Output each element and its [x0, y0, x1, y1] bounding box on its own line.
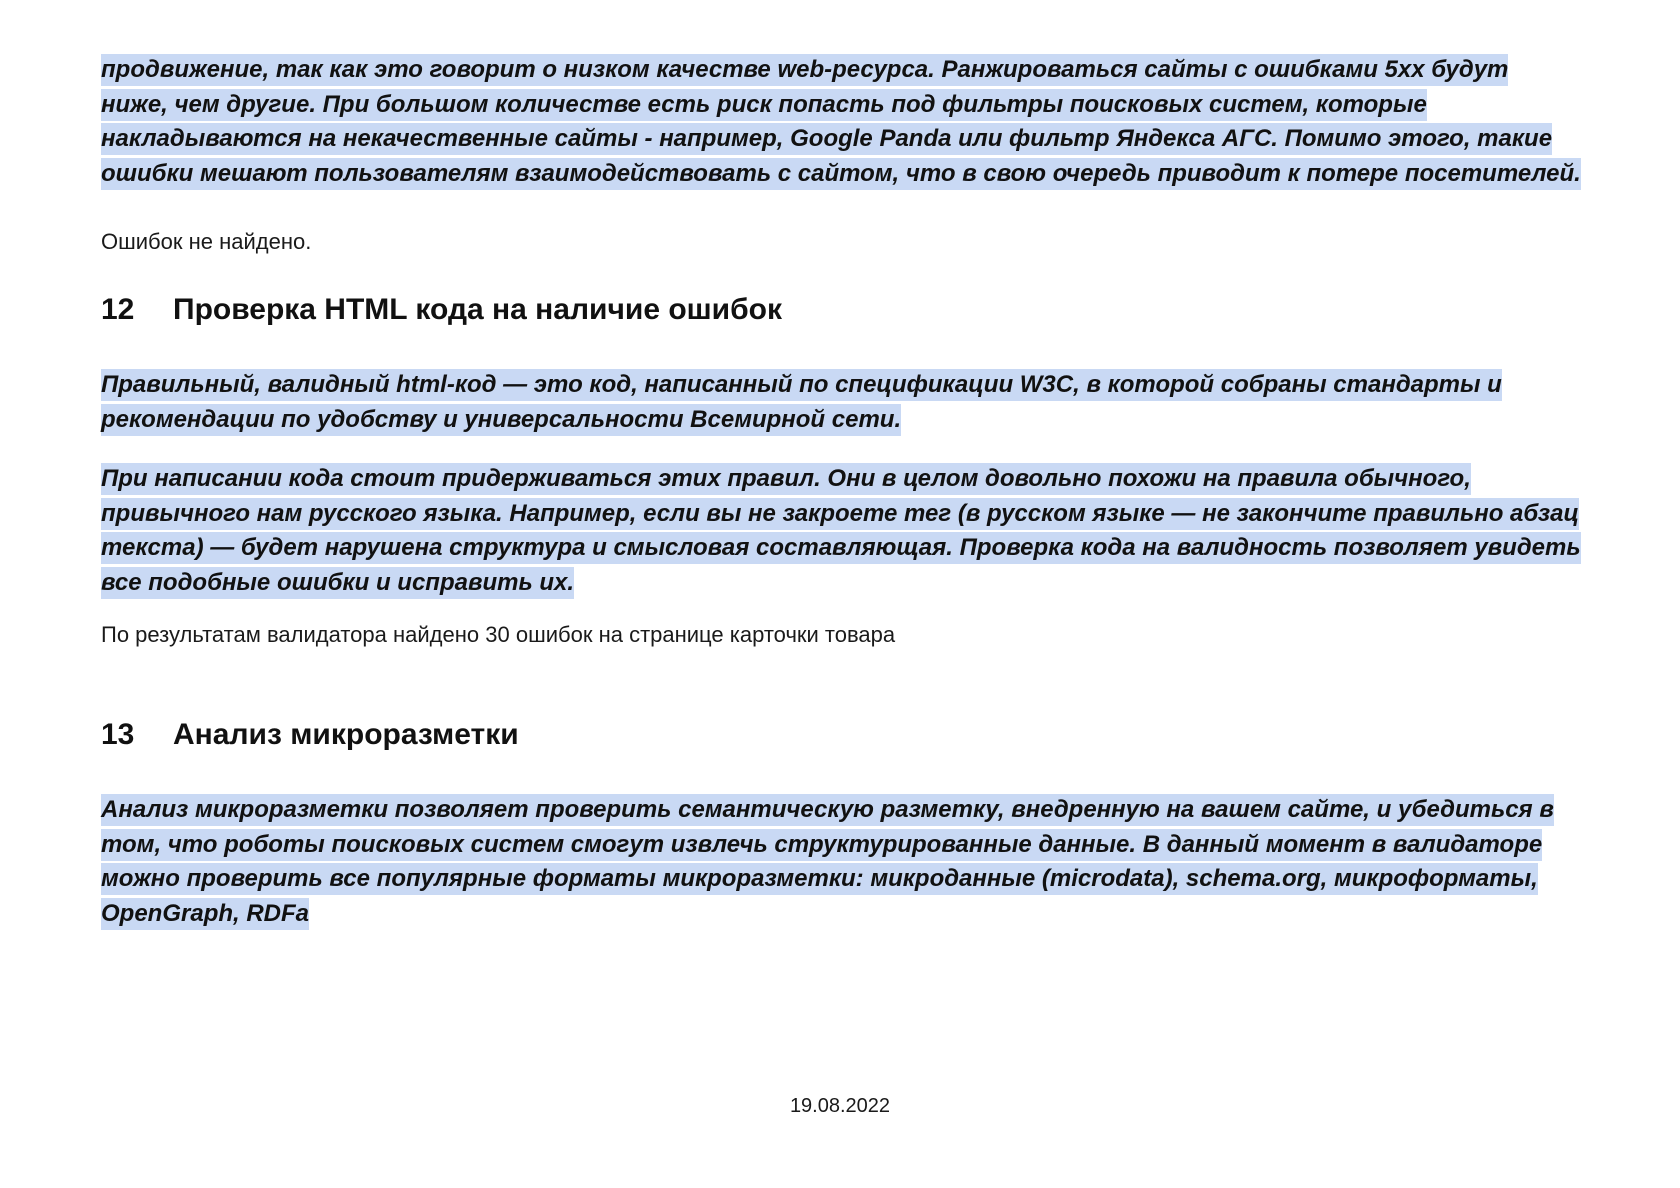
section-13-title: Анализ микроразметки — [173, 718, 519, 751]
section-12-number: 12 — [101, 293, 135, 326]
section-13-number: 13 — [101, 718, 135, 751]
section-12-paragraph-2 — [101, 462, 1581, 600]
section-12-heading — [101, 293, 1581, 327]
section-13-heading — [101, 718, 1581, 752]
section-12-paragraph-1 — [101, 368, 1581, 437]
intro-paragraph — [101, 53, 1581, 191]
section-13-paragraph-1-text: Анализ микроразметки позволяет проверить семантическую разметку, внедренную на вашем сайте, и убедиться в том, что роботы поисковых систем смогут извлечь структурированные данные. В данный момент в валидаторе можно проверить все популярные форматы микроразметки: микроданные (microdata), schema.org, микроформаты, OpenGraph, RDFa — [101, 794, 1554, 930]
section-12-result: По результатам валидатора найдено 30 ошибок на странице карточки товара — [101, 622, 896, 647]
section-12-paragraph-1-text: Правильный, валидный html-код — это код, написанный по спецификации W3C, в которой собраны стандарты и рекомендации по удобству и универсальности Всемирной сети. — [101, 369, 1502, 436]
intro-result: Ошибок не найдено. — [101, 229, 312, 254]
section-12-paragraph-2-text: При написании кода стоит придерживаться этих правил. Они в целом довольно похожи на правила обычного, привычного нам русского языка. Например, если вы не закроете тег (в русском языке — не закончите правильно абзац текста) — будет нарушена структура и смысловая составляющая. Проверка кода на валидность позволяет увидеть все подобные ошибки и исправить их. — [101, 463, 1581, 599]
intro-paragraph-text: продвижение, так как это говорит о низком качестве web-ресурса. Ранжироваться сайты с ошибками 5xx будут ниже, чем другие. При большом количестве есть риск попасть под фильтры поисковых систем, которые накладываются на некачественные сайты - например, Google Panda или фильтр Яндекса АГС. Помимо этого, такие ошибки мешают пользователям взаимодействовать с сайтом, что в свою очередь приводит к потере посетителей. — [101, 54, 1581, 190]
section-12-title: Проверка HTML кода на наличие ошибок — [173, 293, 782, 326]
footer-date: 19.08.2022 — [789, 1095, 891, 1117]
section-13-paragraph-1 — [101, 793, 1581, 931]
document-page — [101, 53, 1581, 931]
